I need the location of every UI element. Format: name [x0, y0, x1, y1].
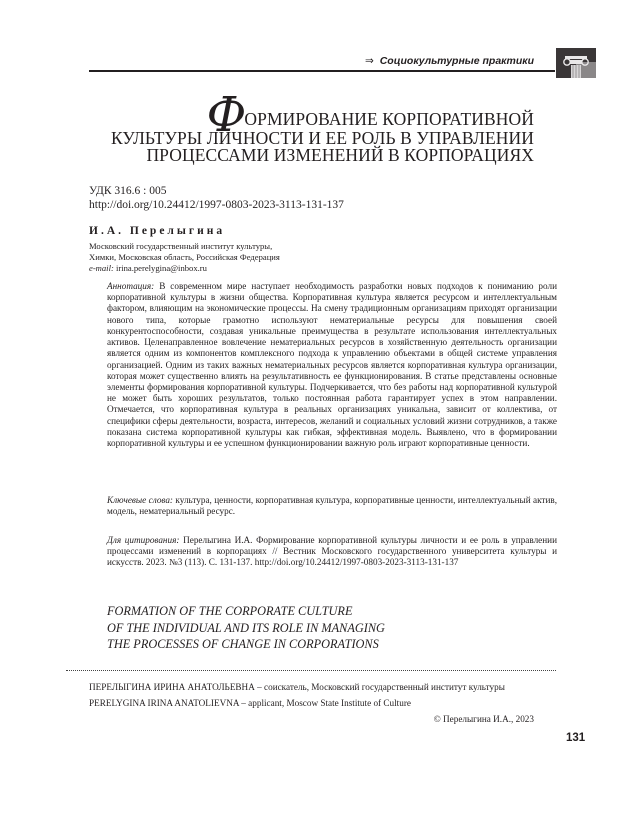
abstract-label: Аннотация: [107, 281, 155, 291]
author-note-en: PERELYGINA IRINA ANATOLIEVNA – applicant, Moscow State Institute of Culture [89, 698, 411, 708]
title-line-3: ПРОЦЕССАМИ ИЗМЕНЕНИЙ В КОРПОРАЦИЯХ [146, 145, 534, 165]
author-location: Химки, Московская область, Российская Федерация [89, 252, 280, 262]
column-capital-logo-icon [556, 48, 596, 78]
keywords [107, 495, 557, 517]
english-title-line-2: OF THE INDIVIDUAL AND ITS ROLE IN MANAGING [107, 620, 385, 635]
author-note-ru: ПЕРЕЛЫГИНА ИРИНА АНАТОЛЬЕВНА – соискатель, Московский государственный институт культуры [89, 682, 505, 692]
keywords-label: Ключевые слова: [107, 495, 173, 505]
author-institution: Московский государственный институт культуры, [89, 241, 273, 251]
page-number: 131 [566, 732, 586, 744]
abstract-text: В современном мире наступает необходимость разработки новых подходов к пониманию роли корпоративной культуры в жизни общества. Корпоративная культура является ресурсом и интеллектуальным фактором, влияющим на экономические процессы. На смену традиционным организациям приходят организации нового типа, которые грамотно используют нематериальные ресурсы для повышения своей конкурентоспособности, создавая уникальные преимущества в результате использования интеллектуальных активов. Целенаправленное вовлечение нематериальных ресурсов в хозяйственную деятельность организации является одним из компонентов комплексного подхода к управлению объектами в общей системе управления организацией. Одним из таких важных нематериальных ресурсов является корпоративная культура организации, которая может существенно влиять на результативность ее функционирования. В статье представлены основные элементы формирования корпоративной культуры. Подчеркивается, что без работы над корпоративной культурой не может быть хороших результатов, только постоянная работа гарантирует успех в этом направлении. Отмечается, что корпоративная культура в реальных организациях уникальна, зависит от коллектива, от специфики сферы деятельности, возраста, интересов, желаний и социальных условий жизни сотрудников, а также показана система корпоративной культуры как гибкая, эффективная модель. Выявлено, что в формировании корпоративной культуры и ее успешном функционировании важную роль играют корпоративные ценности. [107, 281, 558, 449]
footnote-separator [66, 670, 556, 671]
title-line-2: КУЛЬТУРЫ ЛИЧНОСТИ И ЕЕ РОЛЬ В УПРАВЛЕНИИ [111, 128, 534, 148]
abstract [107, 281, 557, 449]
double-arrow-icon: ⇒ [364, 55, 374, 67]
udc-code: УДК 316.6 : 005 [89, 185, 167, 197]
author-name: И.А. Перелыгина [89, 225, 226, 237]
author-email[interactable]: irina.perelygina@inbox.ru [115, 263, 207, 273]
running-header [365, 55, 534, 67]
section-title: Социокультурные практики [379, 55, 534, 67]
copyright: © Перелыгина И.А., 2023 [433, 714, 534, 724]
title-line-1: ОРМИРОВАНИЕ КОРПОРАТИВНОЙ [244, 109, 534, 129]
title-drop-cap: Ф [206, 87, 247, 143]
english-title [107, 603, 385, 653]
author-affiliation [89, 241, 280, 274]
email-label: e-mail: [89, 263, 114, 273]
citation [107, 535, 557, 569]
article-title [111, 87, 534, 165]
citation-label: Для цитирования: [107, 535, 180, 545]
english-title-line-1: FORMATION OF THE CORPORATE CULTURE [107, 604, 353, 618]
citation-text: Перелыгина И.А. Формирование корпоративной культуры личности и ее роль в управлении процессами изменений в корпорациях // Вестник Московского государственного университета культуры и искусств. 2023. №3 (113). С. 131-137. http://doi.org/10.24412/1997-0803-2023-3113-131-137 [107, 535, 558, 568]
keywords-text: культура, ценности, корпоративная культура, корпоративные ценности, интеллектуальный актив, модель, нематериальный ресурс. [107, 495, 558, 517]
header-rule [89, 70, 555, 72]
doi-link[interactable]: http://doi.org/10.24412/1997-0803-2023-3113-131-137 [89, 199, 344, 211]
english-title-line-3: THE PROCESSES OF CHANGE IN CORPORATIONS [107, 637, 379, 651]
udc-block [89, 184, 344, 212]
